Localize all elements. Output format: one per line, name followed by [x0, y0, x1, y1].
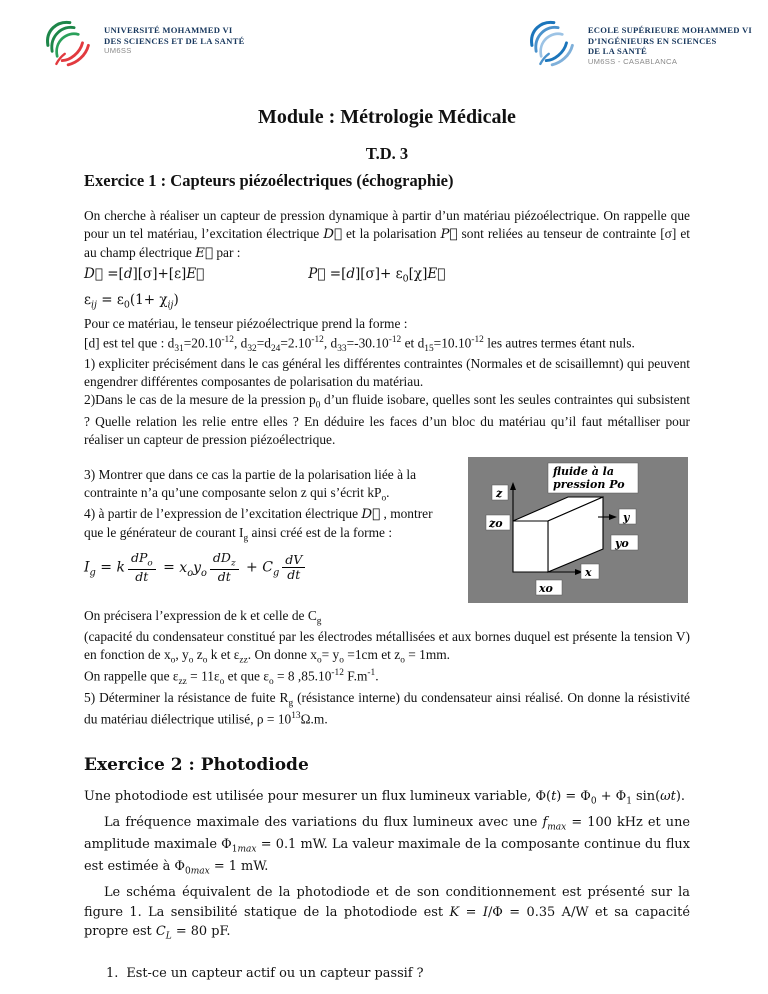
um6ss-logo-icon: [42, 16, 96, 68]
esmvi-logo-icon: [526, 16, 580, 68]
question-3-4-text: [84, 466, 468, 603]
question-3: 3) Montrer que dans ce cas la partie de la polarisation liée à la contrainte n’a qu’une composante selon z qui s’écrit $kP_o$.: [84, 466, 417, 504]
question-2: 2)Dans le cas de la mesure de la pression $p_0$ d’un fluide isobare, quelles sont les seules contraintes qui subsistent ? Quelle relation les relie entre elles ? En déduire les faces d’un bloc du matériau qu’il faut métalliser pour réaliser un capteur de pression piézoélectrique.: [84, 392, 690, 447]
figure-caption-line1: fluide à la: [553, 464, 614, 478]
um6ss-logo-text: [104, 16, 245, 57]
module-title: Module : Métrologie Médicale: [258, 106, 516, 128]
zo-label: zo: [489, 516, 503, 530]
equation-Ig: $I_g = k$ $\frac{dP_o}{dt}$ = $x_oy_o$ $\frac{dD_z}{dt}$ + $C_g$ $\frac{dV}{dt}$: [84, 551, 442, 584]
logo-line: UM6SS: [104, 46, 132, 56]
exercise2-p3: Le schéma équivalent de la photodiode et de son conditionnement est présenté sur la figure 1. La sensibilité statique de la photodiode est K = I/Φ = 0.35 A/W et sa capacité propre est $C_L = 80$ pF.: [84, 885, 690, 942]
k-expression-text: On précisera l’expression de k et celle de $C_g$: [84, 607, 322, 627]
logo-line: D’INGÉNIEURS EN SCIENCES: [587, 35, 717, 46]
equation-P: P⃗ $=[d][\sigma]+ \varepsilon_0[\chi]E⃗$: [308, 266, 446, 285]
exercise2-question-1: [84, 964, 690, 983]
um6ss-logo: [42, 16, 245, 68]
figure-caption-line2: pression Po: [553, 477, 625, 491]
yo-label: yo: [615, 536, 629, 550]
equations-row: [84, 266, 690, 285]
logo-line: DES SCIENCES ET DE LA SANTÉ: [104, 35, 245, 46]
exercise2-p1: Une photodiode est utilisée pour mesurer un flux lumineux variable, $\Phi(t) = \Phi_0 + \Phi_1$ sin(ωt).: [84, 788, 685, 807]
question-5: 5) Déterminer la résistance de fuite $R_g$ (résistance interne) du condensateur ainsi réalisé. On donne la résistivité du matériau diélectrique utilisé, $\rho = 10^{13}\Omega.m$.: [84, 690, 691, 727]
header: [42, 16, 752, 90]
logo-line: UNIVERSITÉ MOHAMMED VI: [104, 25, 233, 35]
esmvi-logo-text: [588, 16, 752, 67]
exercise2-p2: La fréquence maximale des variations du flux lumineux avec une $f_{max} = 100$ kHz et une amplitude maximale $\Phi_{1max} = 0.1$ mW. La valeur maximale de la composante continue du flux est estimée à $\Phi_{0max} = 1$ mW.: [84, 814, 691, 877]
exercise2-heading: Exercice 2 : Photodiode: [84, 754, 309, 775]
y-axis-label: y: [623, 510, 630, 524]
exercise1-intro: On cherche à réaliser un capteur de pression dynamique à partir d’un matériau piézoélectrique. On rappelle que pour un tel matériau, l’excitation électrique D⃗ et la polarisation P⃗ sont reliées au tenseur de contrainte [σ] et au champ électrique E⃗ par :: [84, 208, 690, 262]
d-values-text: [d] est tel que : $d_{31}=20.10^{-12}$, $d_{32}=d_{24}=2.10^{-12}$, $d_{33}=-30.10^{-12}$ et $d_{15}=10.10^{-12}$ les autres termes étant nuls.: [84, 334, 635, 354]
question-1: 1) expliciter précisément dans le cas général les différentes contraintes (Normales et de scisaillemnt) qui peuvent engendrer différentes composantes de polarisation du matériau.: [84, 356, 690, 390]
question-4: 4) à partir de l’expression de l’excitation électrique D⃗ , montrer que le générateur de courant $I_g$ ainsi créé est de la forme :: [84, 505, 433, 544]
x-axis-label: x: [585, 565, 592, 579]
equation-D: D⃗ =[d][σ]+[ε]E⃗: [84, 266, 205, 283]
equation-epsilon: $\varepsilon_{ij} = \varepsilon_0(1+ \chi_{ij})$: [84, 291, 179, 311]
logo-line: UM6SS - CASABLANCA: [587, 57, 678, 67]
pressure-block-figure: [468, 457, 688, 603]
logo-line: ECOLE SUPÉRIEURE MOHAMMED VI: [587, 25, 752, 35]
question-number: 1.: [106, 966, 119, 982]
xo-label: xo: [539, 581, 553, 595]
pressure-block-figure-svg: [468, 457, 688, 603]
question-3-4-section: [84, 466, 690, 603]
z-axis-label: z: [496, 486, 503, 500]
logo-line: DE LA SANTÉ: [587, 46, 647, 57]
question-text: Est-ce un capteur actif ou un capteur passif ?: [126, 966, 424, 982]
epsilon-values-text: On rappelle que $\varepsilon_{zz} = 11\varepsilon_o$ et que $\varepsilon_o = 8$ $,85.10^{-12}$ $F.m^{-1}$.: [84, 668, 379, 688]
capacitor-text: (capacité du condensateur constitué par les électrodes métallisées et aux bornes duquel est présente la tension V) en fonction de $x_o$, $y_o$ $z_o$ k et $\varepsilon_{zz}$. On donne $x_o= y_o =1cm$ et $z_o = 1mm$.: [84, 628, 690, 666]
esmvi-logo: [526, 16, 752, 68]
tensor-form-text: Pour ce matériau, le tenseur piézoélectrique prend la forme :: [84, 316, 408, 332]
td-number: T.D. 3: [365, 144, 409, 163]
exercise1-heading: Exercice 1 : Capteurs piézoélectriques (échographie): [84, 171, 454, 190]
